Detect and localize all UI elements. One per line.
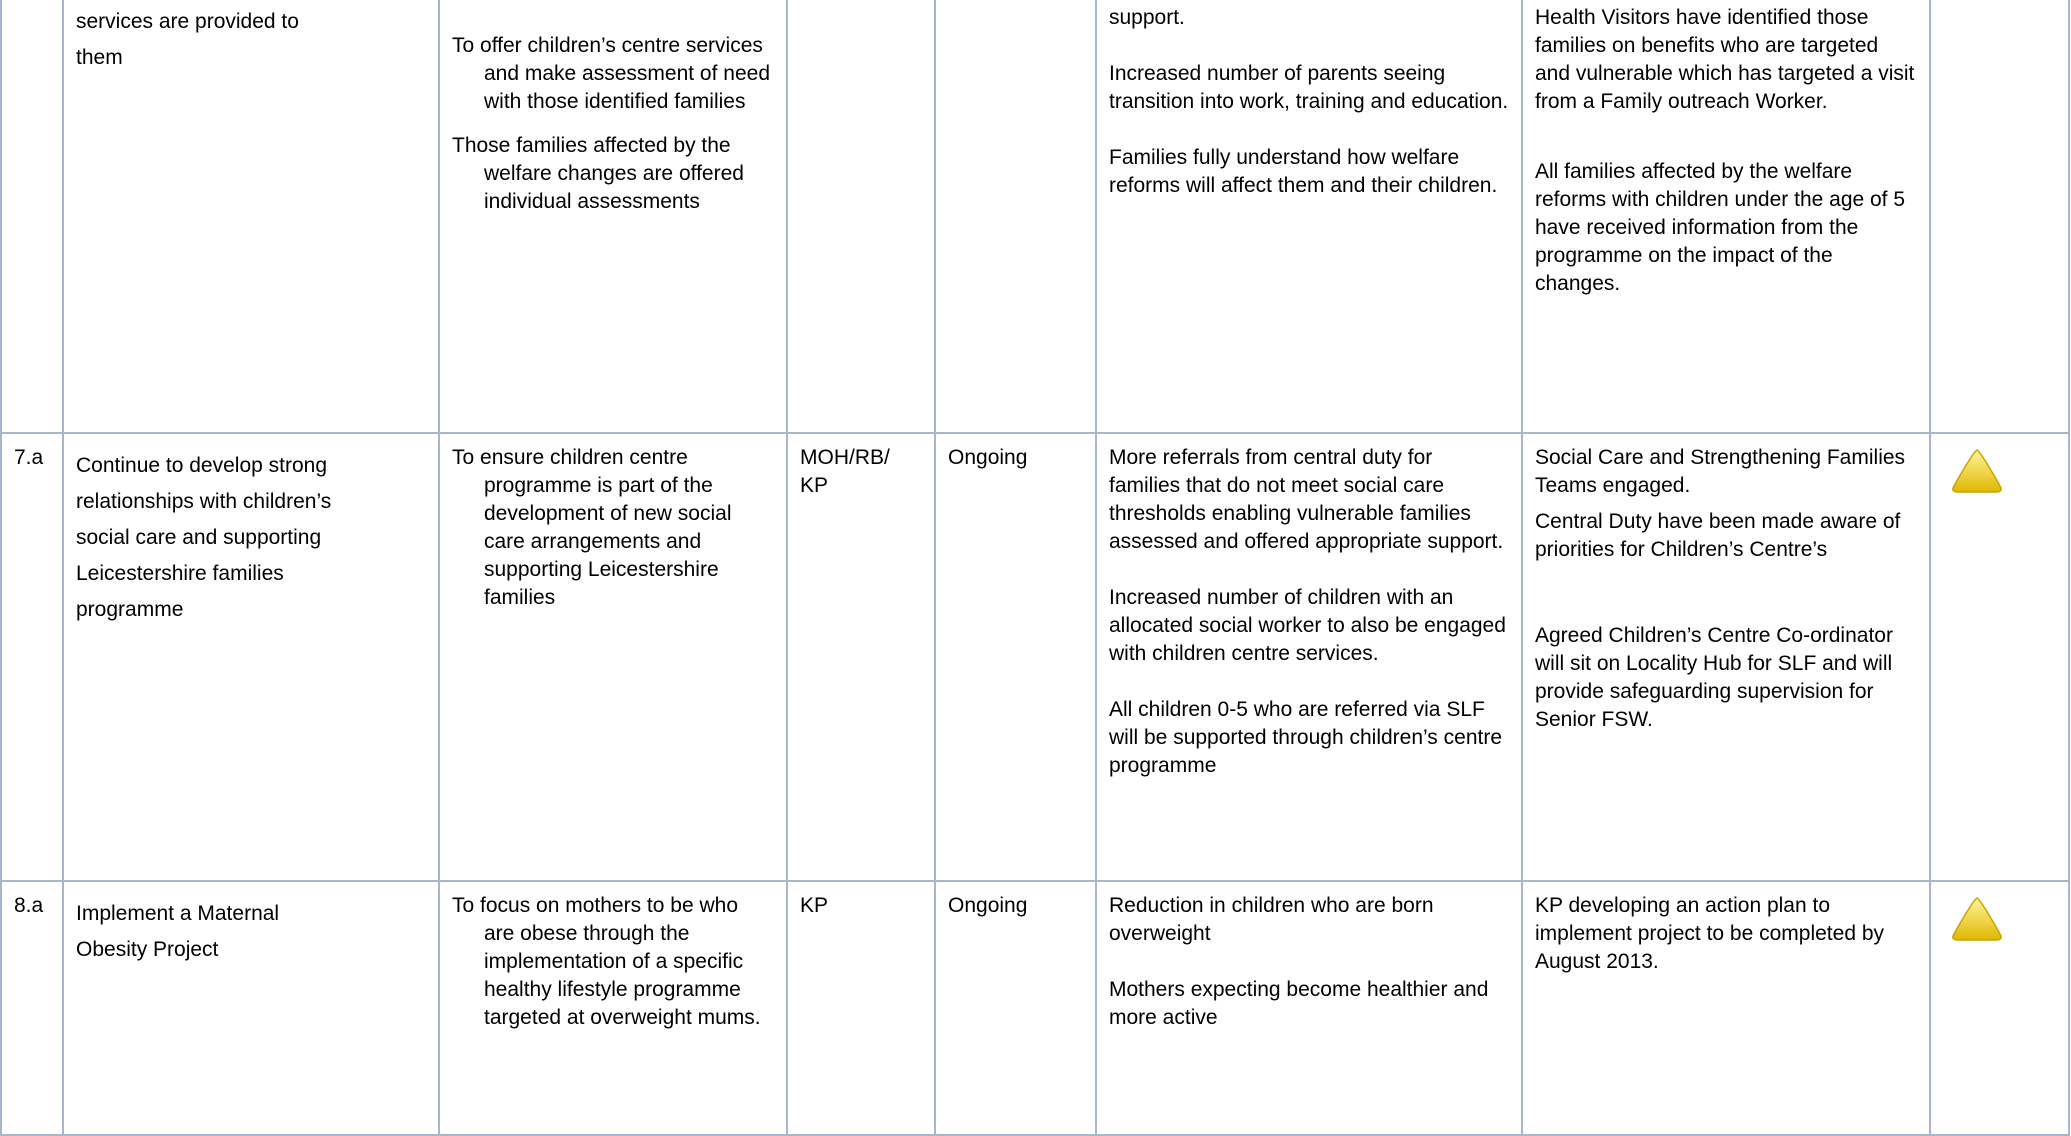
- objective-cell: Continue to develop strong relationships with children’s social care and supporting Leicestershire families programme: [63, 433, 439, 881]
- actions-cell: To offer children’s centre services and make assessment of need with those identified families Those families affected by the welfare changes are offered individual assessments: [439, 0, 787, 433]
- progress-cell: Social Care and Strengthening Families Teams engaged. Central Duty have been made aware of priorities for Children’s Centre’s Agreed Children’s Centre Co-ordinator will sit on Locality Hub for SLF and will provide safeguarding supervision for Senior FSW.: [1522, 433, 1930, 881]
- objective-cell: Implement a Maternal Obesity Project: [63, 881, 439, 1135]
- timescale-cell: Ongoing: [935, 433, 1096, 881]
- outcomes-cell: support. Increased number of parents seeing transition into work, training and education. Families fully understand how welfare reforms will affect them and their children.: [1096, 0, 1522, 433]
- amber-warning-icon: [1949, 894, 2005, 942]
- rag-cell: [1930, 881, 2069, 1135]
- rag-cell: [1930, 0, 2069, 433]
- progress-cell: Health Visitors have identified those families on benefits who are targeted and vulnerable which has targeted a visit from a Family outreach Worker. All families affected by the welfare reforms with children under the age of 5 have received information from the programme on the impact of the changes.: [1522, 0, 1930, 433]
- table-row: [1, 0, 2069, 433]
- actions-cell: To focus on mothers to be who are obese through the implementation of a specific healthy lifestyle programme targeted at overweight mums.: [439, 881, 787, 1135]
- ref-cell: 7.a: [1, 433, 63, 881]
- objective-cell: services are provided to them: [63, 0, 439, 433]
- amber-warning-icon: [1949, 446, 2005, 494]
- progress-cell: KP developing an action plan to implement project to be completed by August 2013.: [1522, 881, 1930, 1135]
- rag-cell: [1930, 433, 2069, 881]
- table-row: [1, 433, 2069, 881]
- lead-cell: KP: [787, 881, 935, 1135]
- ref-cell: 8.a: [1, 881, 63, 1135]
- outcomes-cell: Reduction in children who are born overweight Mothers expecting become healthier and more active: [1096, 881, 1522, 1135]
- ref-cell: [1, 0, 63, 433]
- actions-cell: To ensure children centre programme is part of the development of new social care arrangements and supporting Leicestershire families: [439, 433, 787, 881]
- table-row: [1, 881, 2069, 1135]
- timescale-cell: [935, 0, 1096, 433]
- lead-cell: MOH/RB/ KP: [787, 433, 935, 881]
- timescale-cell: Ongoing: [935, 881, 1096, 1135]
- outcomes-cell: More referrals from central duty for families that do not meet social care thresholds enabling vulnerable families assessed and offered appropriate support. Increased number of children with an allocated social worker to also be engaged with children centre services. All children 0-5 who are referred via SLF will be supported through children’s centre programme: [1096, 433, 1522, 881]
- lead-cell: [787, 0, 935, 433]
